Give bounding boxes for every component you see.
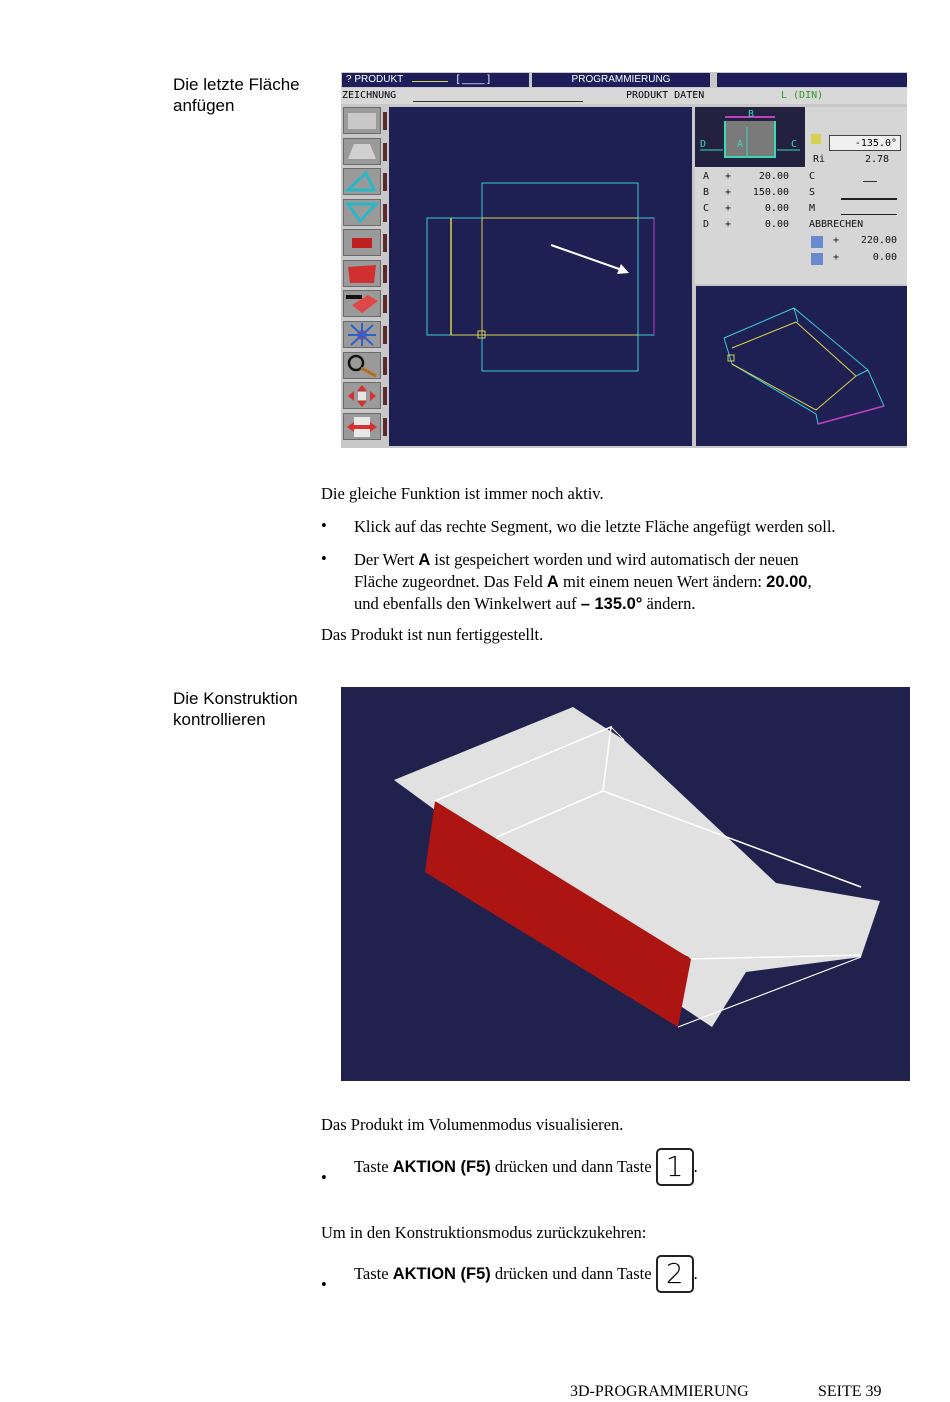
side-label-line: Die letzte Fläche [173,75,300,94]
preview-3d-svg [696,286,907,446]
cnc-screen [341,72,907,448]
text-run: drücken und dann Taste [490,1157,656,1176]
value-sign: + [725,187,732,198]
tool-indicator [383,265,387,283]
volume-render-svg [341,687,910,1081]
tool-move-arrows-icon[interactable] [343,382,381,409]
product-field[interactable] [412,81,448,82]
m-field[interactable] [841,214,897,215]
offset-x-icon [811,236,823,248]
value-label-b: B [703,187,710,198]
tool-indicator [383,143,387,161]
tool-indicator [383,173,387,191]
tool-magnifier-icon[interactable] [343,352,381,379]
tool-indicator [383,204,387,222]
bullet-text-key-2 [354,1254,698,1294]
return-text: Um in den Konstruktionsmodus zurückzukehren: [321,1223,647,1242]
title-product [342,73,529,87]
text-run: ändern. [642,594,696,613]
value-sign: + [725,171,732,182]
bullet-text-key-1 [354,1147,698,1187]
profile-diagram [695,107,805,167]
text-run: Taste [354,1157,393,1176]
value-sign: + [725,219,732,230]
title-programming: PROGRAMMIERUNG [532,73,710,87]
footer-page-number: SEITE 39 [818,1383,882,1400]
bullet-text-click-segment: Klick auf das rechte Segment, wo die letzte Fläche angefügt werden soll. [354,517,836,536]
volume-render [341,687,910,1081]
volume-mode-text: Das Produkt im Volumenmodus visualisieren. [321,1115,624,1134]
value-b-field[interactable]: 150.00 [752,187,789,198]
text-line [354,549,812,571]
right-label-c: C [809,171,816,182]
tool-explode-icon[interactable] [343,321,381,348]
title-empty [717,73,907,87]
menu-bar [341,88,907,104]
diagram-label-b: B [748,109,755,120]
tool-triangle-icon[interactable] [343,168,381,195]
outro-text: Das Produkt ist nun fertiggestellt. [321,625,544,644]
value-label-d: D [703,219,710,230]
right-label-s: S [809,187,816,198]
key-2-icon: 2 [656,1255,694,1293]
tool-indicator [383,234,387,252]
field-a-bold: A [418,551,431,569]
right-label-m: M [809,203,816,214]
value-d-field[interactable]: 0.00 [764,219,789,230]
side-label-check-construction [173,688,298,730]
drawing-view-2d[interactable] [389,107,692,446]
value-20-bold: 20.00 [766,573,808,591]
value-sign: + [833,252,840,263]
offset-x-field[interactable]: 220.00 [860,235,897,246]
title-product-label: ? PRODUKT [346,74,404,85]
tool-red-block-icon[interactable] [343,229,381,256]
text-run: und ebenfalls den Winkelwert auf [354,594,581,613]
tool-indicator [383,387,387,405]
text-run: , [807,572,812,591]
drawing-2d-svg [389,107,692,446]
abbrechen-button[interactable]: ABBRECHEN [809,219,864,230]
tool-inverted-triangle-icon[interactable] [343,199,381,226]
text-run: drücken und dann Taste [490,1264,656,1283]
tool-stretch-icon[interactable] [343,413,381,440]
value-label-c: C [703,203,710,214]
offset-y-icon [811,253,823,265]
profile-diagram-svg [695,107,805,167]
angle-input[interactable]: -135.0° [829,135,901,151]
value-sign: + [725,203,732,214]
text-run: . [693,1264,698,1283]
diagram-label-d: D [700,139,707,150]
field-a-bold: A [546,573,559,591]
s-field[interactable] [841,198,897,200]
tool-indicator [383,357,387,375]
bullet: • [321,516,327,535]
tool-bend-icon[interactable] [343,138,381,165]
tool-indicator [383,418,387,436]
ri-value: 2.78 [865,154,890,165]
tool-eraser-icon[interactable] [343,290,381,317]
value-sign: + [833,235,840,246]
tool-flat-icon[interactable] [343,107,381,134]
value-a-field[interactable]: 20.00 [758,171,789,182]
bullet-text-value-a [354,549,812,615]
tool-red-sheet-icon[interactable] [343,260,381,287]
key-1-icon: 1 [656,1148,694,1186]
text-run: Taste [354,1264,393,1283]
bullet: • [321,1168,327,1187]
action-f5-bold: AKTION (F5) [392,1158,491,1176]
tool-indicator [383,112,387,130]
angle-value-bold: – 135.0° [580,595,643,613]
action-f5-bold: AKTION (F5) [392,1265,491,1283]
side-label-line: kontrollieren [173,710,266,729]
preview-3d-view[interactable] [696,286,907,446]
offset-y-field[interactable]: 0.00 [872,252,897,263]
text-line [354,571,812,593]
side-label-line: anfügen [173,96,235,115]
text-run: . [693,1157,698,1176]
menu-drawing[interactable]: ZEICHNUNG [342,90,397,101]
text-run: mit einem neuen Wert ändern: [558,572,767,591]
ri-label: Ri [813,154,826,165]
menu-product-data[interactable]: PRODUKT DATEN [626,90,705,101]
text-run: ist gespeichert worden und wird automatisch der neuen [430,550,799,569]
tool-indicator [383,295,387,313]
text-line [354,593,812,615]
c-field[interactable] [863,181,877,182]
intro-text: Die gleiche Funktion ist immer noch aktiv. [321,484,604,503]
tool-indicator [383,326,387,344]
side-label-line: Die Konstruktion [173,689,298,708]
text-run: Der Wert [354,550,419,569]
data-panel [695,107,907,284]
text-run: Fläche zugeordnet. Das Feld [354,572,547,591]
menu-din[interactable]: L (DIN) [781,90,824,101]
footer-section-title: 3D-PROGRAMMIERUNG [570,1383,749,1400]
diagram-label-c: C [791,139,798,150]
product-bracket: [ ____ ] [456,74,490,85]
drawing-name-line [413,101,583,102]
value-label-a: A [703,171,710,182]
value-c-field[interactable]: 0.00 [764,203,789,214]
bullet: • [321,549,327,568]
side-label-append-face [173,74,300,116]
angle-icon [811,134,821,144]
bullet: • [321,1275,327,1294]
diagram-label-a: A [737,139,744,150]
